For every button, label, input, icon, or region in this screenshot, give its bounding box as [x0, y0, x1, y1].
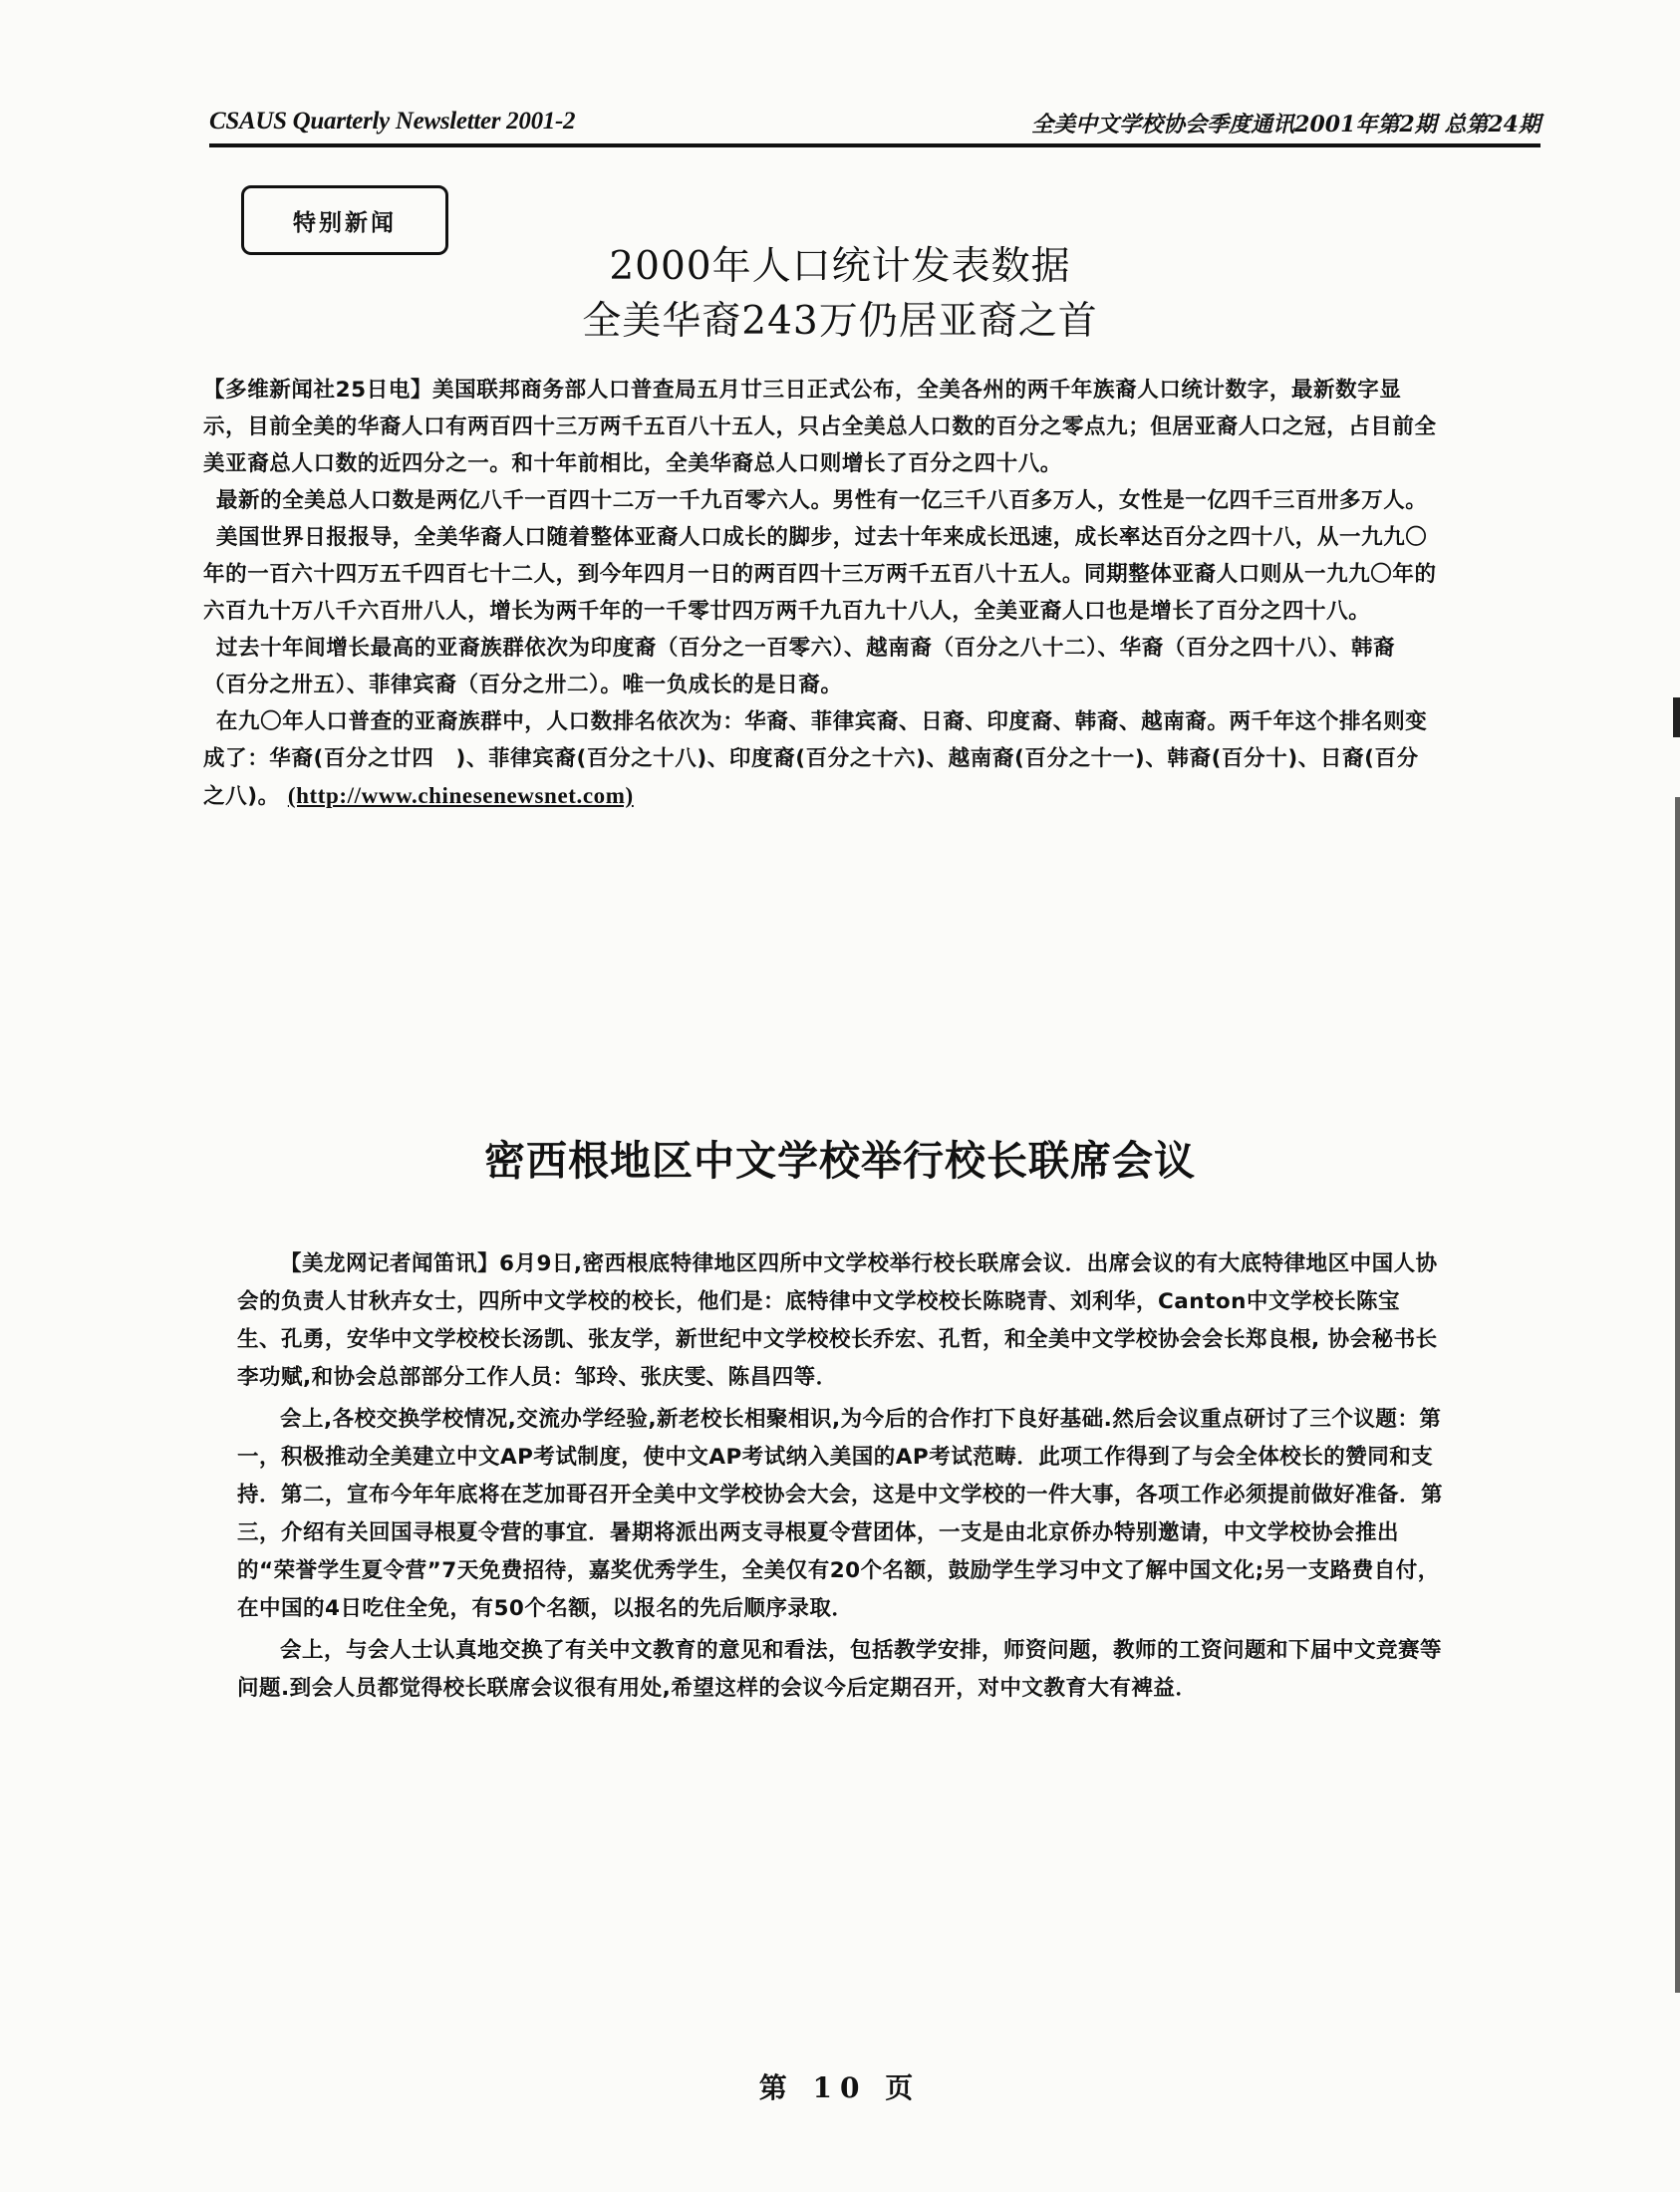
special-news-tag: 特别新闻: [241, 185, 448, 255]
article2-paragraph: 【美龙网记者闻笛讯】6月9日,密西根底特律地区四所中文学校举行校长联席会议．出席会议的有大底特律地区中国人协会的负责人甘秋卉女士，四所中文学校的校长，他们是：底特律中文学校校长陈晓青、刘利华，Canton中文学校长陈宝生、孔勇，安华中文学校校长汤凯、张友学，新世纪中文学校校长乔宏、孔哲，和全美中文学校协会会长郑良根, 协会秘书长李功赋,和协会总部部分工作人员：邹玲、张庆雯、陈昌四等．: [237, 1251, 1438, 1390]
article2-paragraph: 会上，与会人士认真地交换了有关中文教育的意见和看法，包括教学安排，师资问题，教师的工资问题和下届中文竞赛等问题.到会人员都觉得校长联席会议很有用处,希望这样的会议今后定期召开，对中文教育大有裨益．: [237, 1638, 1443, 1701]
article1-paragraph: 最新的全美总人口数是两亿八千一百四十二万一千九百零六人。男性有一亿三千八百多万人，女性是一亿四千三百卅多万人。: [215, 488, 1428, 513]
article1-paragraph: 过去十年间增长最高的亚裔族群依次为印度裔（百分之一百零六）、越南裔（百分之八十二）、华裔（百分之四十八）、韩裔（百分之卅五）、菲律宾裔（百分之卅二）。唯一负成长的是日裔。: [203, 636, 1396, 697]
article2-body: [237, 1245, 1443, 1708]
article1-paragraph-last: [203, 703, 1439, 815]
article1-paragraph: 美国世界日报报导，全美华裔人口随着整体亚裔人口成长的脚步，过去十年来成长迅速，成长率达百分之四十八，从一九九〇年的一百六十四万五千四百七十二人，到今年四月一日的两百四十三万两千五百八十五人。同期整体亚裔人口则从一九九〇年的六百九十万八千六百卅八人，增长为两千年的一千零廿四万两千九百九十八人，全美亚裔人口也是增长了百分之四十八。: [203, 525, 1437, 624]
article1-paragraph: 【多维新闻社25日电】美国联邦商务部人口普查局五月廿三日正式公布，全美各州的两千年族裔人口统计数字，最新数字显示，目前全美的华裔人口有两百四十三万两千五百八十五人，只占全美总人口数的百分之零点九；但居亚裔人口之冠，占目前全美亚裔总人口数的近四分之一。和十年前相比，全美华裔总人口则增长了百分之四十八。: [203, 378, 1437, 476]
page-number: 第 10 页: [758, 2071, 922, 2104]
article1-body: [203, 372, 1439, 815]
article2-paragraph: 会上,各校交换学校情况,交流办学经验,新老校长相聚相识,为今后的合作打下良好基础.然后会议重点研讨了三个议题：第一，积极推动全美建立中文AP考试制度，使中文AP考试纳入美国的AP考试范畴．此项工作得到了与会全体校长的赞同和支持．第二，宣布今年年底将在芝加哥召开全美中文学校协会大会，这是中文学校的一件大事，各项工作必须提前做好准备．第三，介绍有关回国寻根夏令营的事宜．暑期将派出两支寻根夏令营团体，一支是由北京侨办特别邀请，中文学校协会推出的“荣誉学生夏令营”7天免费招待，嘉奖优秀学生，全美仅有20个名额，鼓励学生学习中文了解中国文化;另一支路费自付，在中国的4日吃住全免，有50个名额，以报名的先后顺序录取．: [237, 1407, 1444, 1621]
article1-title-line1: 2000年人口统计发表数据: [609, 244, 1071, 289]
page-header: [209, 108, 1540, 141]
scan-edge-mark: [1675, 797, 1680, 1993]
scan-edge-mark: [1673, 697, 1680, 737]
source-link[interactable]: (http://www.chinesenewsnet.com): [287, 783, 634, 808]
article2-title: 密西根地区中文学校举行校长联席会议: [484, 1137, 1196, 1185]
header-rule: [209, 143, 1540, 147]
newsletter-title-en: CSAUS Quarterly Newsletter 2001-2: [209, 108, 576, 135]
article1-title-line2: 全美华裔243万仍居亚裔之首: [582, 299, 1098, 344]
article1-paragraph-text: 在九〇年人口普查的亚裔族群中，人口数排名依次为：华裔、菲律宾裔、日裔、印度裔、韩裔、越南裔。两千年这个排名则变成了：华裔(百分之廿四 )、菲律宾裔(百分之十八)、印度裔(百分之十六)、越南裔(百分之十一)、韩裔(百分十)、日裔(百分之八)。: [203, 709, 1428, 809]
newsletter-title-zh: 全美中文学校协会季度通讯2001年第2期 总第24期: [1031, 112, 1540, 137]
